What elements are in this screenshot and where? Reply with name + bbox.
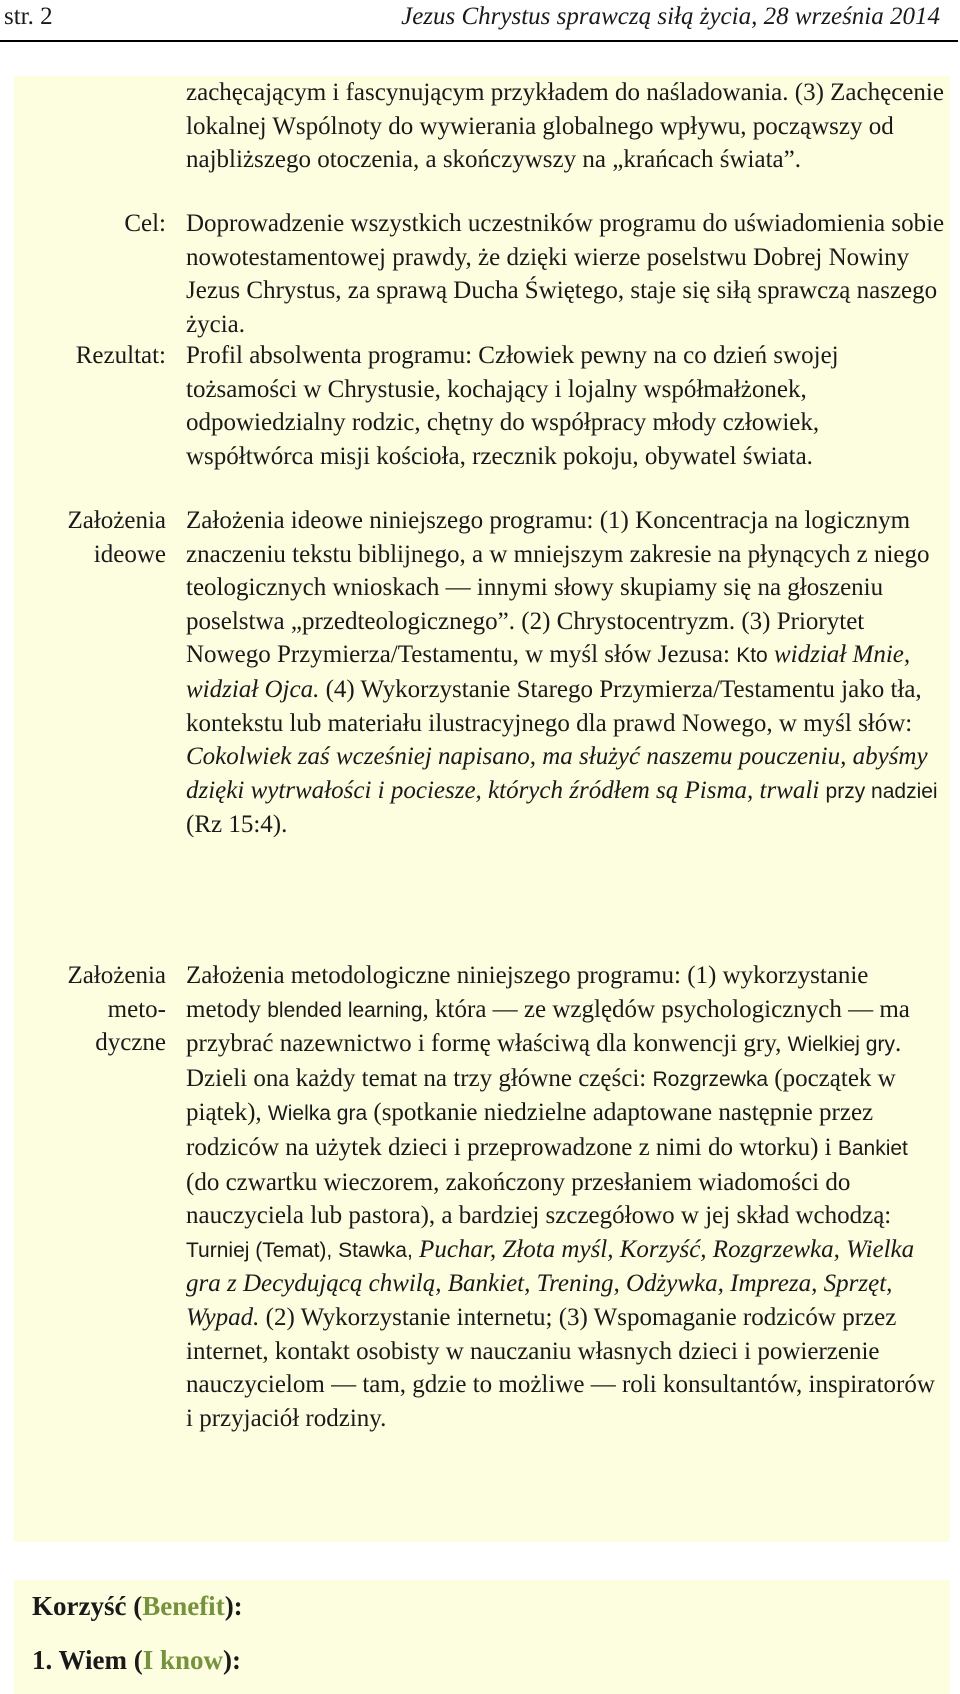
program-table (14, 76, 950, 1542)
cel-text: Doprowadzenie wszystkich uczestników programu do uświadomienia sobie nowotestamentowej prawdy, że dzięki wierze poselstwu Dobrej Nowiny Jezus Chrystus, za sprawą Ducha Świętego, staje się siłą sprawczą naszego życia. (186, 210, 945, 338)
intro-text: zachęcającym i fascynującym przykładem do naśladowania. (3) Zachęcenie lokalnej Wspólnoty do wywierania globalnego wpływu, począwszy od najbliższego otoczenia, a skończywszy na „krańcach świata”. (186, 79, 944, 174)
running-title: Jezus Chrystus sprawczą siłą życia, 28 września 2014 (401, 3, 940, 30)
ideowe-text: Założenia ideowe niniejszego programu: (1) Koncentracja na logicznym znaczeniu tekstu biblijnego, a w mniejszym zakresie na płynących z niego teologicznych wnioskach — innymi słowy skupiamy się na głoszeniu poselstwa „przedteologicznego”. (2) Chrystocentryzm. (3) Priorytet Nowego Przymierza/Testamentu, w myśl słów Jezusa: Kto widział Mnie, widział Ojca. (4) Wykorzystanie Starego Przymierza/Testamentu jako tła, kontekstu lub materiału ilustracyjnego dla prawd Nowego, w myśl słów: Cokolwiek zaś wcześniej napisano, ma służyć naszemu pouczeniu, abyśmy dzięki wytrwałości i pociesze, których źródłem są Pisma, trwali przy nadziei (Rz 15:4). (186, 507, 938, 839)
i-know-heading: 1. Wiem (I know): (32, 1645, 242, 1675)
label-cel: Cel: (124, 210, 166, 237)
rezultat-text: Profil absolwenta programu: Człowiek pewny na co dzień swojej tożsamości w Chrystusie, kochający i lojalny współmałżonek, odpowiedzialny rodzic, chętny do współpracy młody człowiek, współtwórca misji kościoła, rzecznik pokoju, obywatel świata. (186, 342, 839, 470)
metodyczne-text: Założenia metodologiczne niniejszego programu: (1) wykorzystanie metody blended learning, która — ze względów psychologicznych — ma przybrać nazewnictwo i formę właściwą dla konwencji gry, Wielkiej gry. Dzieli ona każdy temat na trzy główne części: Rozgrzewka (początek w piątek), Wielka gra (spotkanie niedzielne adaptowane następnie przez rodziców na użytek dzieci i przeprowadzone z nimi do wtorku) i Bankiet (do czwartku wieczorem, zakończony przesłaniem wiadomości do nauczyciela lub pastora), a bardziej szczegółowo w jej skład wchodzą: Turniej (Temat), Stawka, Puchar, Złota myśl, Korzyść, Rozgrzewka, Wielka gra z Decydującą chwilą, Bankiet, Trening, Odżywka, Impreza, Sprzęt, Wypad. (2) Wykorzystanie internetu; (3) Wspomaganie rodziców przez internet, kontakt osobisty w nauczaniu własnych dzieci i powierzenie nauczycielom — tam, gdzie to możliwe — roli konsultantów, inspiratorów i przyjaciół rodziny. (186, 962, 935, 1432)
label-rezultat: Rezultat: (75, 342, 166, 369)
page-number: str. 2 (4, 3, 53, 30)
benefit-section (14, 1580, 950, 1694)
benefit-heading: Korzyść (Benefit): (32, 1591, 243, 1621)
label-ideowe: Założenia ideowe (67, 507, 166, 568)
label-metodyczne: Założenia meto- dyczne (67, 962, 166, 1057)
page-header (0, 0, 960, 44)
header-rule (0, 40, 958, 42)
